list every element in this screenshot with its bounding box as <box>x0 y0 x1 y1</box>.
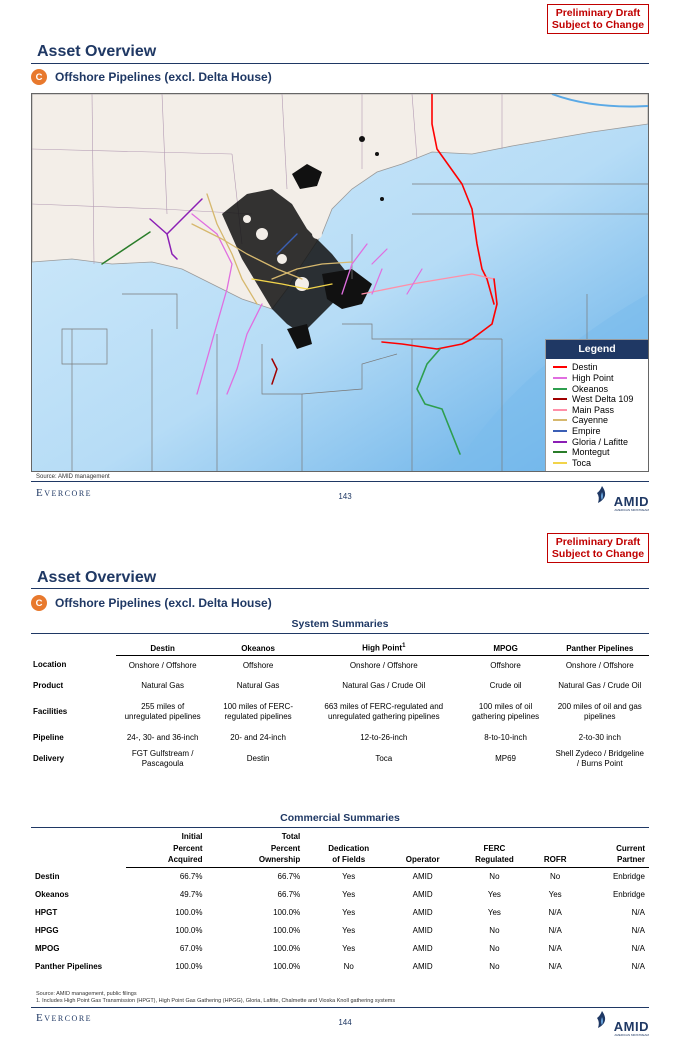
table-cell: Enbridge <box>612 871 645 881</box>
commercial-col-header: Initial Percent Acquired <box>126 831 211 867</box>
system-summaries-body <box>31 655 649 769</box>
legend-title: Legend <box>546 340 648 359</box>
table-cell: AMID <box>412 907 433 917</box>
table-row <box>31 885 649 903</box>
page-number: 144 <box>338 1018 352 1027</box>
slide-144 <box>0 525 680 1050</box>
section-letter-badge: C <box>31 595 47 611</box>
table-cell: N/A <box>548 907 562 917</box>
legend-item <box>546 415 648 426</box>
row-label: Okeanos <box>35 889 69 899</box>
title-rule <box>31 63 649 64</box>
system-summaries-title: System Summaries <box>291 618 389 630</box>
table-cell: 20- and 24-inch <box>230 733 286 743</box>
legend-item <box>546 436 648 447</box>
legend-swatch <box>553 409 567 411</box>
table-cell: No <box>489 943 500 953</box>
table-cell: 255 miles of unregulated pipelines <box>124 702 201 721</box>
commercial-summaries-rule <box>31 827 649 828</box>
table-cell: Destin <box>246 753 270 763</box>
amid-subtitle: AMERICAN MIDSTREAM <box>614 1033 649 1037</box>
commercial-col-header: ROFR <box>533 831 578 867</box>
table-row <box>31 921 649 939</box>
commercial-summaries-body <box>31 867 649 975</box>
legend-list <box>546 359 648 471</box>
table-cell: N/A <box>548 943 562 953</box>
table-cell: Yes <box>342 943 356 953</box>
table-cell: No <box>489 871 500 881</box>
legend-swatch <box>553 388 567 390</box>
legend-label: Destin <box>572 362 598 373</box>
row-label: HPGG <box>35 925 59 935</box>
commercial-col-header: Total Percent Ownership <box>211 831 309 867</box>
legend-item <box>546 373 648 384</box>
commercial-col-header: Current Partner <box>578 831 649 867</box>
table-cell: Offshore <box>490 660 521 670</box>
table-cell: 100.0% <box>175 961 203 971</box>
legend-item <box>546 394 648 405</box>
table-cell: 66.7% <box>277 889 301 899</box>
legend-label: Toca <box>572 457 592 468</box>
col-okeanos: Okeanos <box>209 641 307 655</box>
commercial-header-row <box>31 831 649 867</box>
table-cell: Onshore / Offshore <box>128 660 197 670</box>
commercial-col-header: Dedication of Fields <box>308 831 389 867</box>
table-cell: N/A <box>548 961 562 971</box>
table-cell: AMID <box>412 871 433 881</box>
commercial-col-header: FERC Regulated <box>456 831 533 867</box>
legend-item <box>546 426 648 437</box>
table-cell: 67.0% <box>179 943 203 953</box>
table-cell: 100.0% <box>175 907 203 917</box>
table-cell: Yes <box>548 889 562 899</box>
table-row <box>31 749 649 770</box>
table-cell: Toca <box>375 753 393 763</box>
row-label: HPGT <box>35 907 58 917</box>
table-cell: No <box>550 871 561 881</box>
page-number: 143 <box>338 492 352 501</box>
evercore-logo: Evercore <box>36 487 93 499</box>
table-cell: Onshore / Offshore <box>349 660 418 670</box>
table-cell: N/A <box>631 943 645 953</box>
legend-label: High Point <box>572 372 614 383</box>
pipeline-map <box>31 93 649 472</box>
amid-wordmark: AMID <box>613 1019 649 1034</box>
row-label: Product <box>33 680 64 690</box>
footnote-mark: 1 <box>402 642 406 649</box>
commercial-summaries-title: Commercial Summaries <box>280 812 400 824</box>
commercial-summaries-table <box>31 831 649 975</box>
footnote-line: 1. Includes High Point Gas Transmission (HPGT), High Point Gas Gathering (HPGG), Gloria, Lafitte, Chalmette and Vioska Knoll gathering systems <box>36 997 396 1004</box>
legend-label: Main Pass <box>572 404 615 415</box>
table-cell: 663 miles of FERC-regulated and unregulated gathering pipelines <box>324 702 444 721</box>
row-label: Location <box>33 660 67 670</box>
draft-badge: Preliminary Draft Subject to Change <box>547 533 649 563</box>
system-summaries-rule <box>31 633 649 634</box>
legend-swatch <box>553 366 567 368</box>
table-cell: 100.0% <box>175 925 203 935</box>
table-cell: Natural Gas / Crude Oil <box>558 680 642 690</box>
table-cell: Onshore / Offshore <box>565 660 634 670</box>
table-cell: Natural Gas <box>236 680 280 690</box>
table-cell: AMID <box>412 925 433 935</box>
table-cell: 2-to-30 inch <box>578 733 621 743</box>
table-cell: N/A <box>631 907 645 917</box>
legend-item <box>546 362 648 373</box>
table-row <box>31 655 649 676</box>
legend-item <box>546 404 648 415</box>
table-cell: 8-to-10-inch <box>484 733 527 743</box>
table-row <box>31 903 649 921</box>
row-label: Facilities <box>33 707 68 716</box>
commercial-col-header: Operator <box>389 831 456 867</box>
legend-label: Cayenne <box>572 415 609 426</box>
row-label: Panther Pipelines <box>35 961 103 971</box>
table-cell: Yes <box>342 925 356 935</box>
footer-rule <box>31 1007 649 1008</box>
table-cell: 100 miles of FERC-regulated pipelines <box>223 702 293 721</box>
legend-label: Empire <box>572 425 601 436</box>
table-row <box>31 728 649 749</box>
legend-item <box>546 383 648 394</box>
legend-swatch <box>553 462 567 464</box>
table-row <box>31 696 649 728</box>
table-cell: N/A <box>548 925 562 935</box>
table-cell: 100.0% <box>273 925 301 935</box>
legend-swatch <box>553 377 567 379</box>
source-notes <box>36 991 395 1004</box>
title-rule <box>31 588 649 589</box>
row-label: Pipeline <box>33 733 64 743</box>
source-line: Source: AMID management, public filings <box>36 991 137 997</box>
footer-rule <box>31 481 649 482</box>
table-row <box>31 939 649 957</box>
table-cell: 200 miles of oil and gas pipelines <box>557 702 642 721</box>
table-cell: FGT Gulfstream / Pascagoula <box>131 748 194 768</box>
legend-swatch <box>553 451 567 453</box>
section-title: Offshore Pipelines (excl. Delta House) <box>55 596 272 610</box>
col-mpog: MPOG <box>461 641 551 655</box>
page-title: Asset Overview <box>37 569 157 586</box>
table-cell: 24-, 30- and 36-inch <box>126 733 199 743</box>
table-row <box>31 957 649 975</box>
legend-swatch <box>553 430 567 432</box>
legend-item <box>546 457 648 468</box>
row-label: Delivery <box>33 753 65 763</box>
legend-label: Montegut <box>572 447 610 458</box>
amid-wordmark: AMID <box>613 494 649 509</box>
legend-swatch <box>553 441 567 443</box>
table-row <box>31 867 649 885</box>
legend-swatch <box>553 398 567 400</box>
section-letter-badge: C <box>31 69 47 85</box>
table-cell: 100 miles of oil gathering pipelines <box>471 702 540 721</box>
table-cell: Shell Zydeco / Bridgeline / Burns Point <box>555 748 645 768</box>
table-cell: 100.0% <box>273 943 301 953</box>
table-cell: Yes <box>342 907 356 917</box>
table-cell: No <box>343 961 354 971</box>
table-cell: 12-to-26-inch <box>360 733 408 743</box>
table-cell: 49.7% <box>179 889 203 899</box>
table-row <box>31 676 649 697</box>
table-cell: 100.0% <box>273 907 301 917</box>
col-destin: Destin <box>116 641 209 655</box>
evercore-logo: Evercore <box>36 1012 93 1024</box>
legend-label: Okeanos <box>572 383 609 394</box>
table-cell: No <box>489 925 500 935</box>
table-cell: Yes <box>487 907 501 917</box>
system-summaries-table <box>31 641 649 769</box>
section-title: Offshore Pipelines (excl. Delta House) <box>55 70 272 84</box>
col-panther: Panther Pipelines <box>551 641 649 655</box>
amid-subtitle: AMERICAN MIDSTREAM <box>614 508 649 512</box>
table-cell: Yes <box>342 889 356 899</box>
table-cell: Natural Gas <box>141 680 184 690</box>
amid-logo <box>593 484 649 512</box>
table-cell: No <box>489 961 500 971</box>
table-cell: 66.7% <box>179 871 203 881</box>
col-high-point: High Point$^1$ <box>307 641 461 655</box>
amid-logo <box>593 1009 649 1037</box>
section-header <box>31 595 272 611</box>
legend-item <box>546 447 648 458</box>
legend-label: West Delta 109 <box>572 394 634 405</box>
table-cell: MP69 <box>495 753 517 763</box>
table-cell: Natural Gas / Crude Oil <box>342 680 426 690</box>
legend-swatch <box>553 419 567 421</box>
table-cell: AMID <box>412 961 433 971</box>
table-cell: Enbridge <box>612 889 645 899</box>
page-title: Asset Overview <box>37 43 157 60</box>
draft-badge: Preliminary Draft Subject to Change <box>547 4 649 34</box>
table-cell: 66.7% <box>277 871 301 881</box>
map-legend <box>545 339 648 471</box>
section-header <box>31 69 272 85</box>
table-cell: Yes <box>342 871 356 881</box>
legend-label: Gloria / Lafitte <box>572 436 629 447</box>
table-cell: N/A <box>631 961 645 971</box>
table-cell: Offshore <box>242 660 274 670</box>
table-cell: AMID <box>412 943 433 953</box>
row-label: Destin <box>35 871 60 881</box>
source-note: Source: AMID management <box>36 474 110 480</box>
table-cell: 100.0% <box>273 961 301 971</box>
table-cell: N/A <box>631 925 645 935</box>
table-cell: Yes <box>487 889 501 899</box>
table-cell: AMID <box>412 889 433 899</box>
row-label: MPOG <box>35 943 60 953</box>
table-cell: Crude oil <box>489 680 522 690</box>
